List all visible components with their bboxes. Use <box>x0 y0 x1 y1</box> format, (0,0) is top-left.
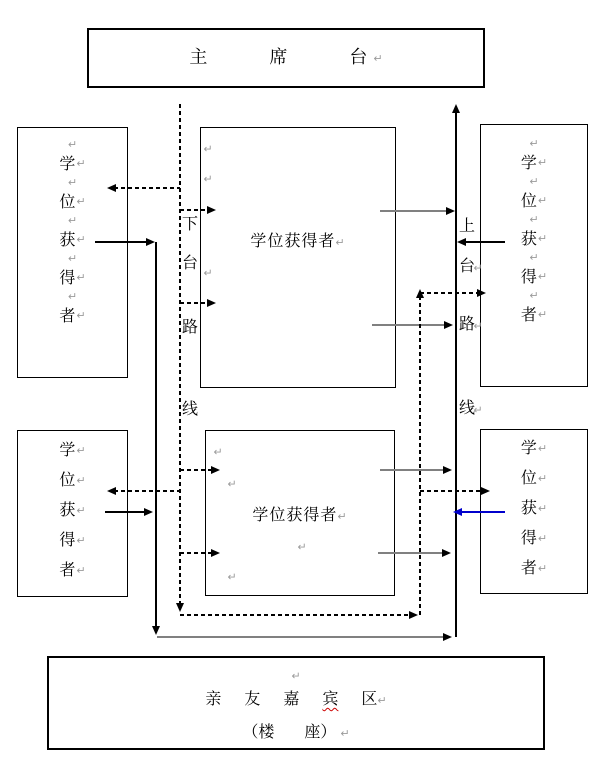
arrowhead-left <box>107 487 116 495</box>
arrowhead-right <box>481 487 490 495</box>
arrowhead-right <box>146 238 155 246</box>
guest-label-char: 亲 <box>205 689 222 708</box>
return-mark: ↵ <box>529 213 539 226</box>
return-mark: ↵ <box>529 175 539 188</box>
return-mark: ↵ <box>537 194 548 207</box>
return-mark: ↵ <box>76 443 86 457</box>
recipient-label-char: 者 <box>520 304 537 324</box>
arrowhead-left <box>457 238 466 246</box>
return-mark: ↵ <box>213 445 223 459</box>
return-mark: ↵ <box>529 251 539 264</box>
route-char: 路 <box>181 317 199 336</box>
route-char: 台 <box>181 253 199 272</box>
return-mark: ↵ <box>537 308 548 321</box>
return-mark: ↵ <box>76 157 86 170</box>
guest-label-char: 区 <box>361 689 378 708</box>
arrowhead-right <box>211 466 220 474</box>
dashed-connector <box>180 302 209 304</box>
arrowhead-right <box>207 299 216 307</box>
return-mark: ↵ <box>291 669 301 683</box>
solid-connector <box>378 552 444 554</box>
dashed-connector <box>420 292 479 294</box>
vertical-label-top-left <box>18 135 127 325</box>
solid-connector <box>157 636 445 638</box>
return-mark: ↵ <box>203 142 213 156</box>
route-char: 路 <box>458 314 476 333</box>
recipient-label-char: 者 <box>520 558 537 577</box>
return-mark: ↵ <box>297 540 307 554</box>
return-mark: ↵ <box>335 236 346 249</box>
return-mark: ↵ <box>537 471 548 485</box>
recipient-label-char: 学 <box>59 153 76 173</box>
stage-char: 主 <box>189 47 208 68</box>
stage-box <box>87 28 485 88</box>
arrowhead-right <box>211 549 220 557</box>
return-mark: ↵ <box>76 503 86 517</box>
dashed-connector <box>180 469 213 471</box>
vertical-label-bottom-left <box>18 435 127 585</box>
arrowhead-left <box>107 184 116 192</box>
solid-connector <box>380 469 445 471</box>
return-mark: ↵ <box>337 510 348 523</box>
solid-connector <box>95 241 148 243</box>
return-mark: ↵ <box>377 694 387 707</box>
solid-connector <box>155 242 157 628</box>
recipient-label-char: 得 <box>520 528 537 547</box>
arrowhead-right <box>442 549 451 557</box>
guest-label-char: 宾 <box>322 689 339 708</box>
return-mark: ↵ <box>473 403 483 417</box>
return-mark: ↵ <box>227 570 237 584</box>
return-mark: ↵ <box>473 261 483 275</box>
dashed-connector <box>114 490 180 492</box>
return-mark: ↵ <box>473 319 483 333</box>
route-char: 台 <box>458 256 476 275</box>
recipient-label-char: 学 <box>520 438 537 457</box>
arrowhead-up <box>452 104 460 113</box>
arrowhead-down <box>176 603 184 612</box>
recipient-label-char: 位 <box>520 190 537 210</box>
guest-label-char: 嘉 <box>283 689 300 708</box>
recipients-box-bottom-left <box>17 430 128 597</box>
return-mark: ↵ <box>537 501 548 515</box>
route-char: 下 <box>181 214 199 233</box>
return-mark: ↵ <box>76 233 86 246</box>
guest-sublabel-segment: （楼 <box>242 722 275 741</box>
recipient-label-char: 获 <box>59 229 76 249</box>
recipient-label-char: 得 <box>520 266 537 286</box>
stage-label <box>89 30 483 86</box>
guest-area-sublabel <box>47 724 545 740</box>
recipient-label-char: 位 <box>520 468 537 487</box>
arrowhead-right <box>207 206 216 214</box>
return-mark: ↵ <box>76 563 86 577</box>
dashed-connector <box>420 490 483 492</box>
recipient-label-char: 获 <box>520 498 537 517</box>
return-mark: ↵ <box>76 195 86 208</box>
guest-sublabel-segment: 座） <box>304 722 337 741</box>
stage-char: 席 <box>269 47 288 68</box>
recipients-label-bottom-center: 学位获得者↵ <box>252 505 348 524</box>
return-mark: ↵ <box>76 473 86 487</box>
return-mark: ↵ <box>537 270 548 283</box>
return-mark: ↵ <box>537 561 548 575</box>
vertical-label-top-right <box>481 134 587 324</box>
return-mark: ↵ <box>203 172 213 186</box>
return-mark: ↵ <box>67 176 78 189</box>
dashed-connector <box>180 209 209 211</box>
return-mark: ↵ <box>537 441 548 455</box>
dashed-connector <box>180 614 411 616</box>
return-mark: ↵ <box>227 477 237 491</box>
arrowhead-down <box>152 626 160 635</box>
return-mark: ↵ <box>76 271 86 284</box>
recipient-label-char: 者 <box>59 560 76 579</box>
recipient-label-char: 获 <box>59 500 76 519</box>
return-mark: ↵ <box>203 266 213 280</box>
recipient-label-char: 学 <box>59 440 76 459</box>
return-mark: ↵ <box>67 252 78 265</box>
return-mark: ↵ <box>537 232 548 245</box>
arrowhead-right <box>477 289 486 297</box>
solid-connector <box>460 511 505 513</box>
solid-connector <box>380 210 448 212</box>
return-mark: ↵ <box>67 138 78 151</box>
solid-connector <box>464 241 505 243</box>
recipient-label-char: 学 <box>520 152 537 172</box>
recipient-label-char: 得 <box>59 530 76 549</box>
guest-area-label <box>47 691 545 707</box>
solid-connector <box>455 111 457 637</box>
return-mark: ↵ <box>373 51 383 65</box>
route-char: 线 <box>181 399 199 418</box>
vertical-label-bottom-right <box>481 433 587 583</box>
arrowhead-left <box>453 508 462 516</box>
dashed-connector <box>180 552 213 554</box>
route-char: 上 <box>458 216 476 235</box>
arrowhead-right <box>443 633 452 641</box>
recipients-box-top-center <box>200 127 396 388</box>
dashed-connector <box>179 104 181 605</box>
recipient-label-char: 获 <box>520 228 537 248</box>
recipient-label-char: 得 <box>59 267 76 287</box>
return-mark: ↵ <box>76 309 86 322</box>
dashed-connector <box>114 187 180 189</box>
stage-char: 台 <box>349 47 368 68</box>
return-mark: ↵ <box>67 214 78 227</box>
arrowhead-right <box>446 207 455 215</box>
recipient-label-char: 位 <box>59 470 76 489</box>
return-mark: ↵ <box>76 533 86 547</box>
solid-connector <box>105 511 146 513</box>
dashed-connector <box>419 296 421 615</box>
return-mark: ↵ <box>67 290 78 303</box>
recipients-box-top-right <box>480 124 588 387</box>
recipient-label-char: 位 <box>59 191 76 211</box>
recipient-label-char: 者 <box>59 305 76 325</box>
return-mark: ↵ <box>529 289 539 302</box>
guest-label-char: 友 <box>244 689 261 708</box>
arrowhead-right <box>409 611 418 619</box>
return-mark: ↵ <box>340 727 350 740</box>
arrowhead-right <box>443 466 452 474</box>
solid-connector <box>372 324 446 326</box>
arrowhead-right <box>444 321 453 329</box>
recipients-label-top-center: 学位获得者↵ <box>250 231 346 250</box>
return-mark: ↵ <box>537 156 548 169</box>
route-char: 线 <box>458 398 476 417</box>
recipients-box-top-left <box>17 127 128 378</box>
return-mark: ↵ <box>537 531 548 545</box>
return-mark: ↵ <box>529 137 539 150</box>
arrowhead-right <box>144 508 153 516</box>
